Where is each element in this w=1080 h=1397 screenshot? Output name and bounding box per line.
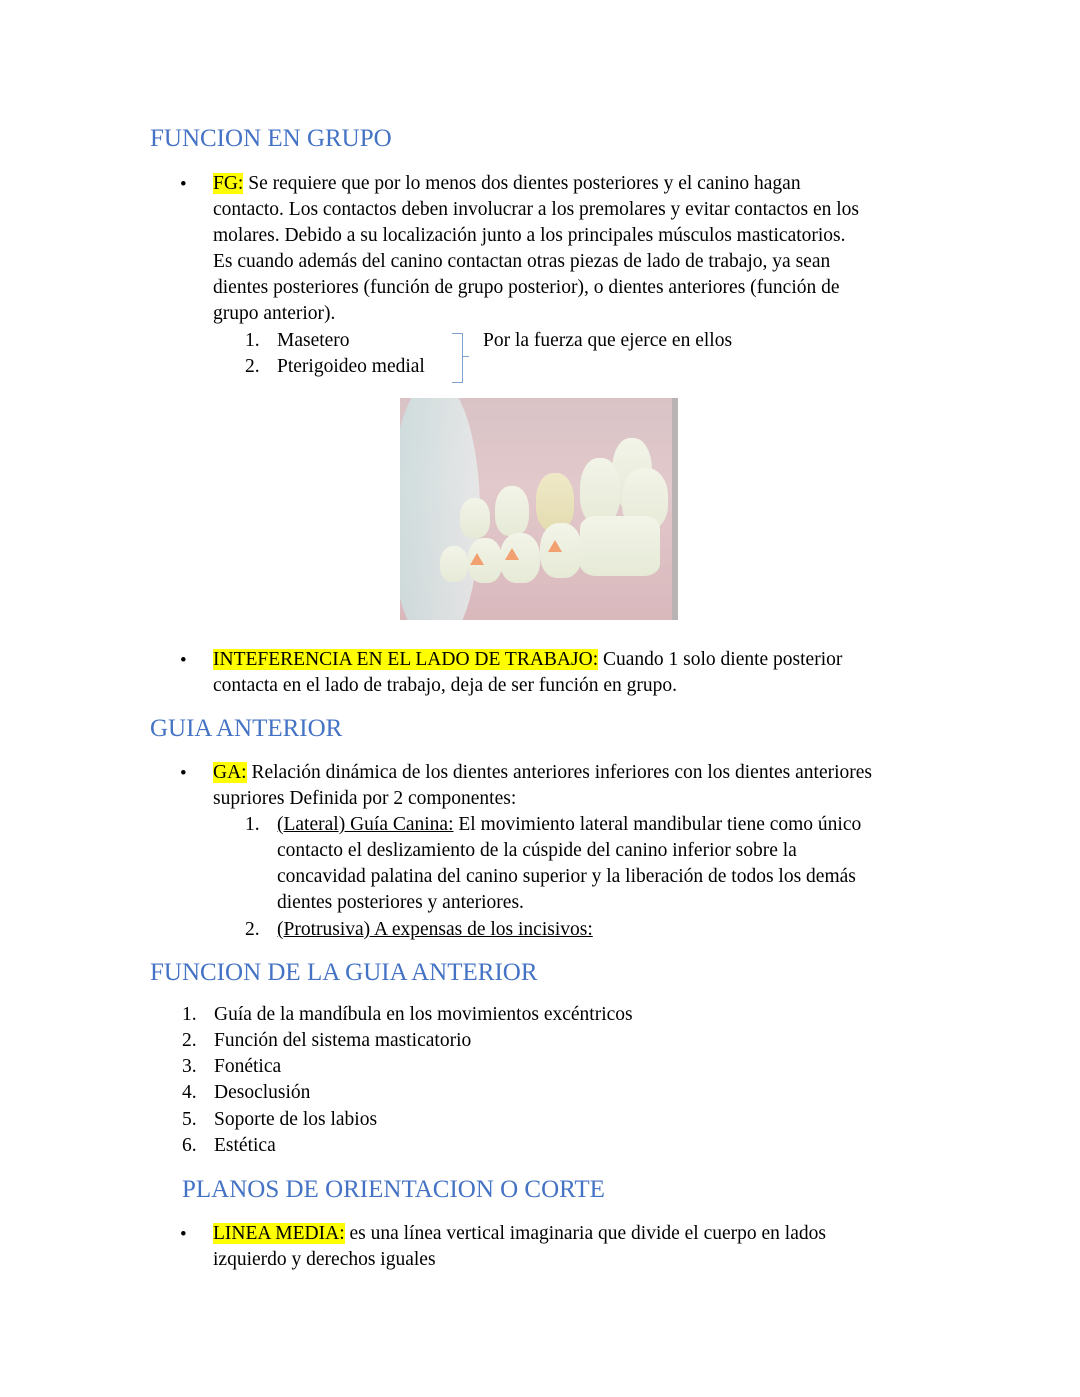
bracket-note: Por la fuerza que ejerce en ellos xyxy=(483,330,733,351)
fg-paragraph-line: contacto. Los contactos deben involucrar a los premolares y evitar contactos en los xyxy=(213,199,859,220)
ga-list-item-line: dientes posteriores y anteriores. xyxy=(277,892,524,913)
muscle-list-item: 1. Masetero xyxy=(245,330,350,351)
fg-paragraph-line: molares. Debido a su localización junto a los principales músculos masticatorios. xyxy=(213,225,846,246)
fg-paragraph-line: dientes posteriores (función de grupo posterior), o dientes anteriores (función de xyxy=(213,277,840,298)
interferencia-paragraph-line: INTEFERENCIA EN EL LADO DE TRABAJO: Cuando 1 solo diente posterior xyxy=(213,649,843,670)
ga-paragraph-line: GA: Relación dinámica de los dientes anteriores inferiores con los dientes anteriores xyxy=(213,762,873,783)
funcion-list-item: 1. Guía de la mandíbula en los movimientos excéntricos xyxy=(182,1004,633,1025)
funcion-list-item: 3. Fonética xyxy=(182,1056,282,1077)
ga-list-item: 1. (Lateral) Guía Canina: El movimiento lateral mandibular tiene como único xyxy=(245,814,862,835)
interferencia-label: INTEFERENCIA EN EL LADO DE TRABAJO: xyxy=(213,649,599,670)
heading-funcion-en-grupo: FUNCION EN GRUPO xyxy=(150,125,392,152)
muscle-list-item: 2. Pterigoideo medial xyxy=(245,356,425,377)
bullet-icon: • xyxy=(180,650,187,671)
funcion-list-item: 4. Desoclusión xyxy=(182,1082,311,1103)
heading-funcion-guia-anterior: FUNCION DE LA GUIA ANTERIOR xyxy=(150,959,538,986)
interferencia-paragraph-line: contacta en el lado de trabajo, deja de ser función en grupo. xyxy=(213,675,678,696)
funcion-list-item: 6. Estética xyxy=(182,1135,276,1156)
fg-paragraph-line: FG: Se requiere que por lo menos dos dientes posteriores y el canino hagan xyxy=(213,173,801,194)
ga-label: GA: xyxy=(213,762,247,783)
fg-paragraph-line: grupo anterior). xyxy=(213,303,336,324)
funcion-list-item: 5. Soporte de los labios xyxy=(182,1109,378,1130)
funcion-list-item: 2. Función del sistema masticatorio xyxy=(182,1030,472,1051)
bullet-icon: • xyxy=(180,1224,187,1245)
ga-paragraph-line: supriores Definida por 2 componentes: xyxy=(213,788,517,809)
linea-media-paragraph-line: LINEA MEDIA: es una línea vertical imaginaria que divide el cuerpo en lados xyxy=(213,1223,826,1244)
linea-media-paragraph-line: izquierdo y derechos iguales xyxy=(213,1249,436,1270)
heading-guia-anterior: GUIA ANTERIOR xyxy=(150,715,343,742)
bullet-icon: • xyxy=(180,174,187,195)
ga-list-item: 2. (Protrusiva) A expensas de los incisivos: xyxy=(245,919,593,940)
heading-planos-orientacion: PLANOS DE ORIENTACION O CORTE xyxy=(182,1176,605,1203)
fg-label: FG: xyxy=(213,173,244,194)
bracket-shape xyxy=(452,333,463,383)
ga-list-item-line: concavidad palatina del canino superior y la liberación de todos los demás xyxy=(277,866,856,887)
ga-list-item-line: contacto el deslizamiento de la cúspide del canino inferior sobre la xyxy=(277,840,797,861)
dental-photo xyxy=(400,398,678,620)
linea-media-label: LINEA MEDIA: xyxy=(213,1223,345,1244)
fg-paragraph-line: Es cuando además del canino contactan otras piezas de lado de trabajo, ya sean xyxy=(213,251,831,272)
bullet-icon: • xyxy=(180,763,187,784)
